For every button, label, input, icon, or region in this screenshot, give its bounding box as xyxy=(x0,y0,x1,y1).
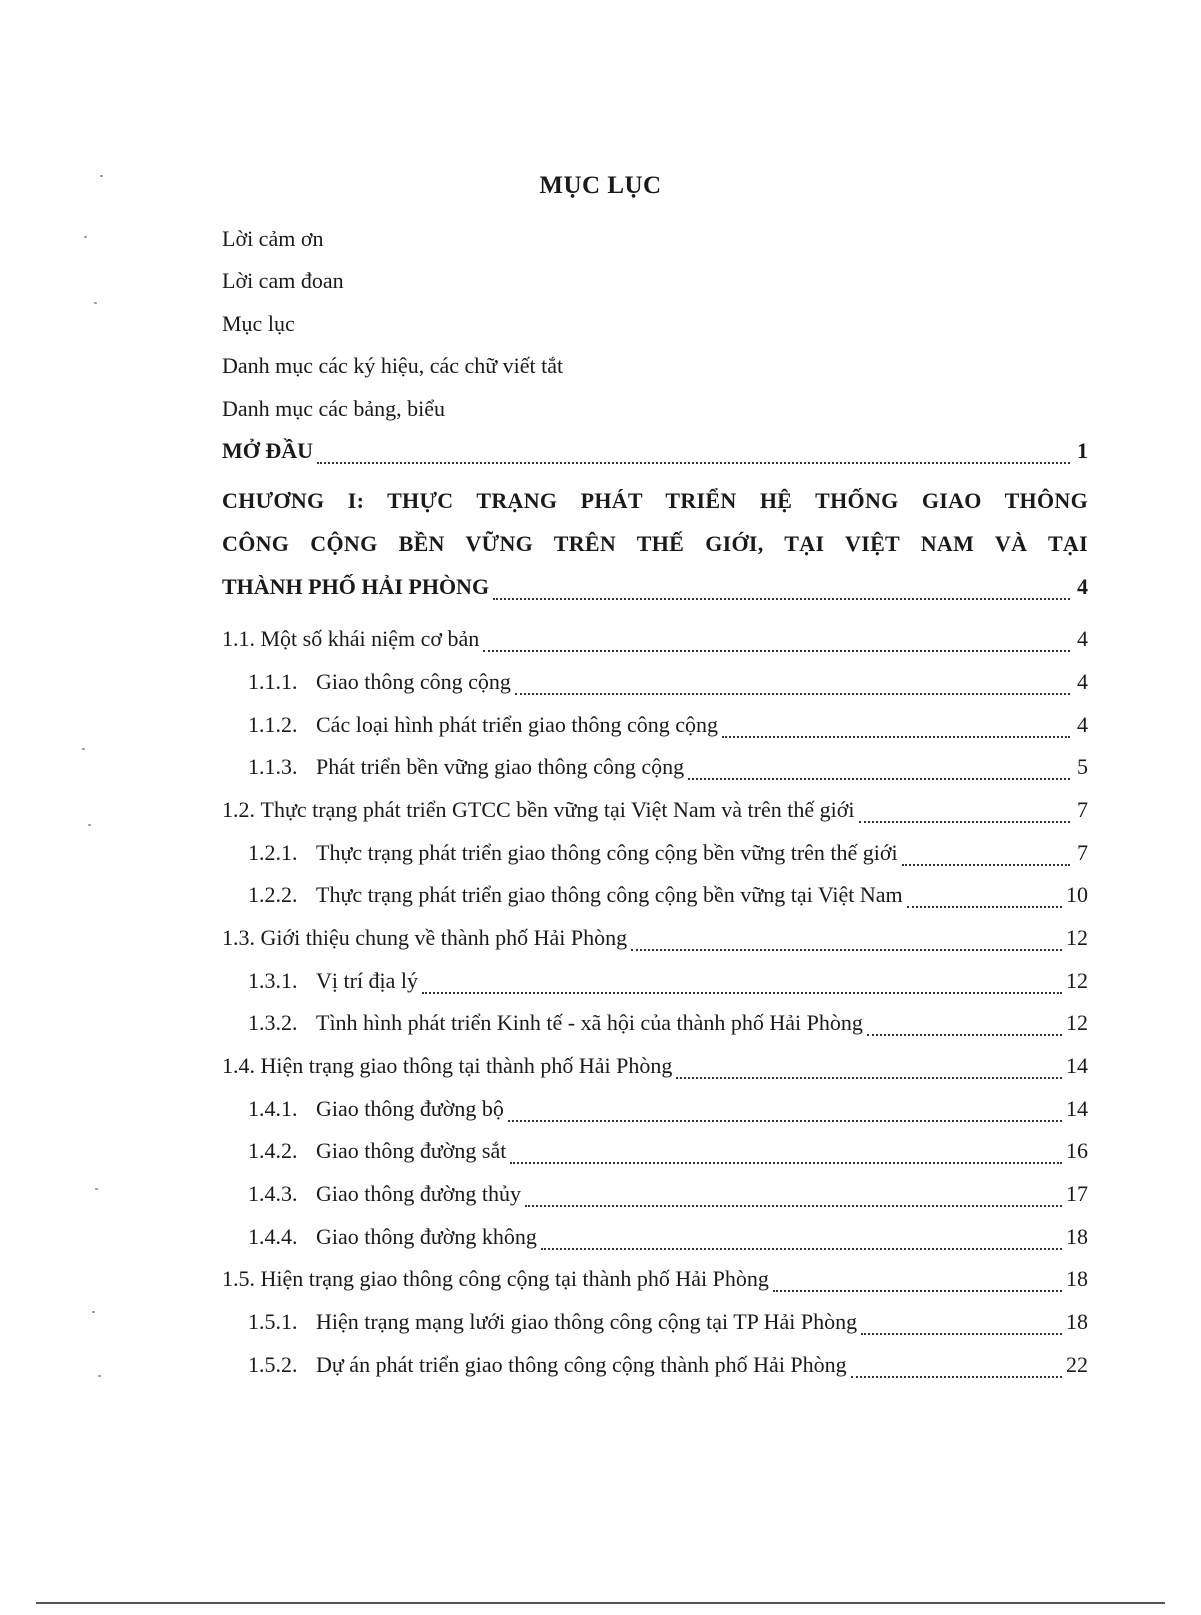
chapter-heading-line: CÔNG CỘNG BỀN VỮNG TRÊN THẾ GIỚI, TẠI VIỆT NAM VÀ TẠI xyxy=(222,531,1088,556)
toc-row xyxy=(248,712,1088,746)
dot-leader xyxy=(851,1376,1062,1378)
toc-title: Một số khái niệm cơ bản xyxy=(260,626,480,651)
front-matter-item: Danh mục các bảng, biểu xyxy=(222,396,445,421)
toc-title: Hiện trạng giao thông tại thành phố Hải Phòng xyxy=(260,1053,673,1078)
toc-title: Thực trạng phát triển GTCC bền vững tại Việt Nam và trên thế giới xyxy=(260,797,855,822)
toc-row-chapter xyxy=(222,574,1088,608)
toc-row xyxy=(222,1053,1088,1087)
toc-title: Thực trạng phát triển giao thông công cộng bền vững tại Việt Nam xyxy=(316,882,903,907)
toc-title: Giao thông đường thủy xyxy=(316,1181,522,1206)
toc-page-number: 12 xyxy=(1066,968,1088,993)
dot-leader xyxy=(861,1333,1062,1335)
toc-row xyxy=(222,797,1088,831)
toc-page-number: 18 xyxy=(1066,1224,1088,1249)
dot-leader xyxy=(907,906,1062,908)
scan-speck xyxy=(100,175,103,177)
toc-number: 1.3.1. xyxy=(248,968,298,993)
toc-title: Thực trạng phát triển giao thông công cộng bền vững trên thế giới xyxy=(316,840,898,865)
dot-leader xyxy=(483,650,1070,652)
toc-title: Hiện trạng giao thông công cộng tại thành phố Hải Phòng xyxy=(260,1266,769,1291)
scan-speck xyxy=(95,1188,98,1190)
dot-leader xyxy=(525,1205,1062,1207)
toc-title: Giao thông công cộng xyxy=(316,669,511,694)
toc-row xyxy=(248,1352,1088,1386)
dot-leader xyxy=(631,949,1062,951)
dot-leader xyxy=(688,778,1070,780)
dot-leader xyxy=(541,1248,1062,1250)
toc-row xyxy=(222,925,1088,959)
dot-leader xyxy=(902,864,1070,866)
toc-number: 1.2. xyxy=(222,797,255,822)
toc-page-number: 4 xyxy=(1077,712,1088,737)
toc-number: 1.4.1. xyxy=(248,1096,298,1121)
toc-page-number: 5 xyxy=(1077,754,1088,779)
toc-page-number: 12 xyxy=(1066,925,1088,950)
dot-leader xyxy=(515,693,1070,695)
toc-number: 1.4. xyxy=(222,1053,255,1078)
chapter-heading-line: CHƯƠNG I: THỰC TRẠNG PHÁT TRIỂN HỆ THỐNG GIAO THÔNG xyxy=(222,488,1088,513)
toc-page-number: 10 xyxy=(1066,882,1088,907)
toc-row xyxy=(248,840,1088,874)
scan-speck xyxy=(88,824,91,826)
toc-row xyxy=(248,1309,1088,1343)
scan-speck xyxy=(84,236,87,238)
dot-leader xyxy=(317,462,1070,464)
page-title: MỤC LỤC xyxy=(539,172,662,199)
dot-leader xyxy=(676,1077,1062,1079)
toc-page-number: 4 xyxy=(1077,574,1088,599)
dot-leader xyxy=(773,1290,1062,1292)
toc-page-number: 7 xyxy=(1077,797,1088,822)
toc-number: 1.1.1. xyxy=(248,669,298,694)
toc-row xyxy=(248,669,1088,703)
toc-number: 1.5.1. xyxy=(248,1309,298,1334)
dot-leader xyxy=(859,821,1071,823)
toc-page-number: 14 xyxy=(1066,1096,1088,1121)
toc-title: THÀNH PHỐ HẢI PHÒNG xyxy=(222,574,490,599)
toc-number: 1.2.1. xyxy=(248,840,298,865)
toc-row xyxy=(222,626,1088,660)
scan-speck xyxy=(82,748,85,750)
toc-page-number: 7 xyxy=(1077,840,1088,865)
toc-row xyxy=(222,1266,1088,1300)
toc-page-number: 22 xyxy=(1066,1352,1088,1377)
toc-title: Giao thông đường bộ xyxy=(316,1096,504,1121)
toc-row xyxy=(248,1010,1088,1044)
toc-title: Hiện trạng mạng lưới giao thông công cộng tại TP Hải Phòng xyxy=(316,1309,858,1334)
toc-title: Giao thông đường không xyxy=(316,1224,537,1249)
dot-leader xyxy=(722,736,1070,738)
dot-leader xyxy=(867,1034,1062,1036)
toc-row xyxy=(248,1096,1088,1130)
toc-page-number: 18 xyxy=(1066,1266,1088,1291)
toc-title: Tình hình phát triển Kinh tế - xã hội của thành phố Hải Phòng xyxy=(316,1010,863,1035)
toc-title: MỞ ĐẦU xyxy=(222,438,314,463)
toc-number: 1.4.2. xyxy=(248,1138,298,1163)
scan-speck xyxy=(98,1375,101,1377)
toc-number: 1.4.4. xyxy=(248,1224,298,1249)
toc-number: 1.2.2. xyxy=(248,882,298,907)
toc-title: Dự án phát triển giao thông công cộng thành phố Hải Phòng xyxy=(316,1352,847,1377)
toc-title: Các loại hình phát triển giao thông công cộng xyxy=(316,712,719,737)
toc-number: 1.4.3. xyxy=(248,1181,298,1206)
front-matter-item: Lời cam đoan xyxy=(222,268,344,293)
front-matter-item: Lời cảm ơn xyxy=(222,226,324,251)
dot-leader xyxy=(493,598,1070,600)
toc-page-number: 12 xyxy=(1066,1010,1088,1035)
toc-page-number: 18 xyxy=(1066,1309,1088,1334)
dot-leader xyxy=(422,992,1062,994)
scan-speck xyxy=(92,1311,95,1313)
toc-row xyxy=(248,754,1088,788)
toc-row xyxy=(248,882,1088,916)
toc-title: Phát triển bền vững giao thông công cộng xyxy=(316,754,685,779)
toc-row xyxy=(248,1224,1088,1258)
front-matter-item: Danh mục các ký hiệu, các chữ viết tắt xyxy=(222,353,564,378)
toc-number: 1.1.3. xyxy=(248,754,298,779)
toc-row-intro xyxy=(222,438,1088,472)
toc-number: 1.1.2. xyxy=(248,712,298,737)
toc-page-number: 16 xyxy=(1066,1138,1088,1163)
toc-title: Vị trí địa lý xyxy=(316,968,419,993)
page-bottom-rule xyxy=(36,1602,1165,1604)
toc-number: 1.5.2. xyxy=(248,1352,298,1377)
toc-page-number: 4 xyxy=(1077,669,1088,694)
toc-number: 1.1. xyxy=(222,626,255,651)
dot-leader xyxy=(508,1120,1062,1122)
scan-speck xyxy=(94,302,97,304)
dot-leader xyxy=(510,1162,1062,1164)
toc-page-number: 17 xyxy=(1066,1181,1088,1206)
toc-page-number: 4 xyxy=(1077,626,1088,651)
front-matter-item: Mục lục xyxy=(222,311,295,336)
toc-title: Giao thông đường sắt xyxy=(316,1138,507,1163)
toc-row xyxy=(248,968,1088,1002)
toc-number: 1.5. xyxy=(222,1266,255,1291)
toc-row xyxy=(248,1181,1088,1215)
toc-page-number: 1 xyxy=(1077,438,1088,463)
toc-number: 1.3. xyxy=(222,925,255,950)
toc-title: Giới thiệu chung về thành phố Hải Phòng xyxy=(260,925,628,950)
toc-page-number: 14 xyxy=(1066,1053,1088,1078)
toc-row xyxy=(248,1138,1088,1172)
toc-number: 1.3.2. xyxy=(248,1010,298,1035)
